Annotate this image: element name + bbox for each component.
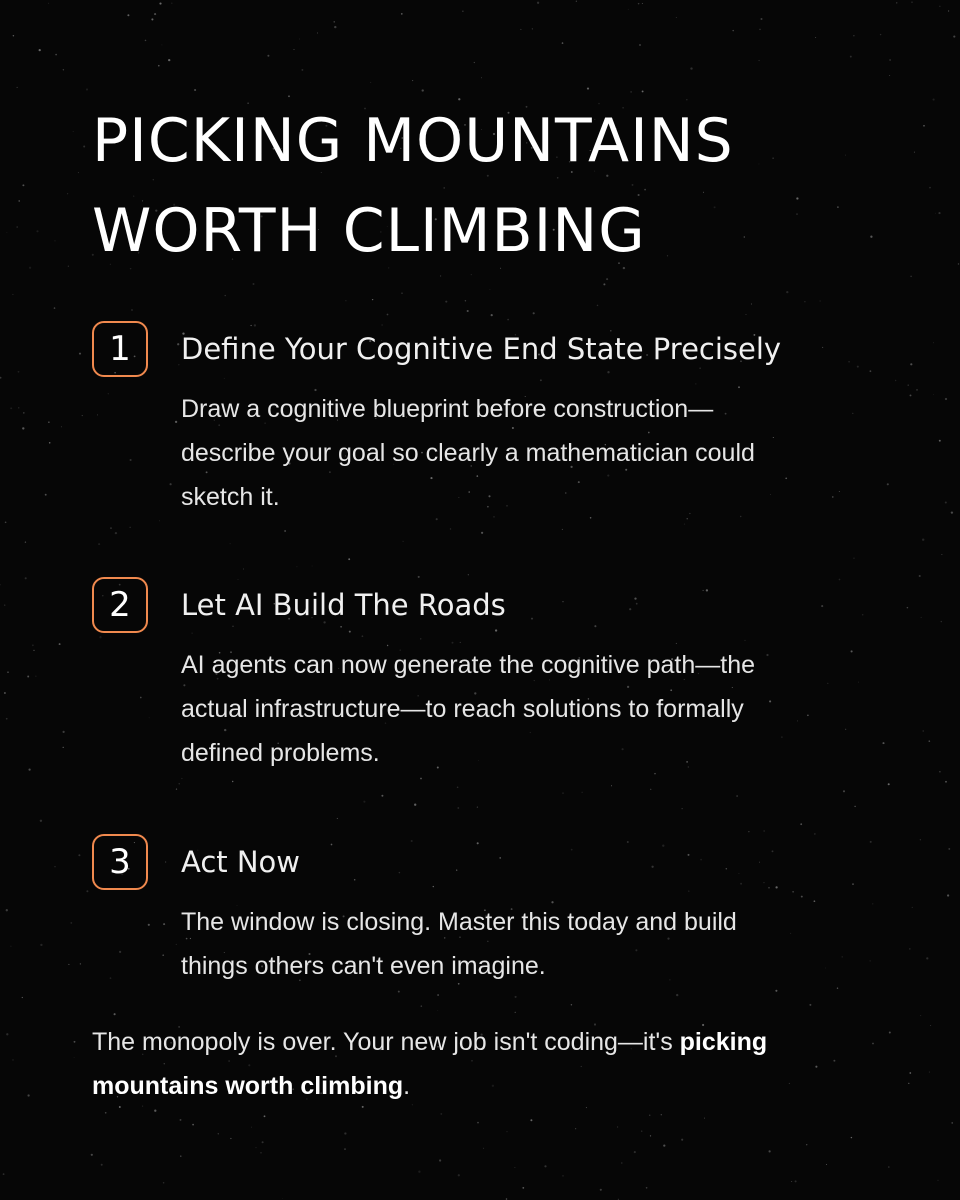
step-number-badge: 2: [92, 577, 148, 633]
step-description-line: Draw a cognitive blueprint before construction—: [181, 395, 714, 423]
step-description: [181, 900, 831, 988]
step-description-line: defined problems.: [181, 739, 380, 767]
step-title: Let AI Build The Roads: [181, 588, 506, 622]
closing-text: The monopoly is over. Your new job isn't coding—it's: [92, 1028, 680, 1056]
title-line-1: PICKING MOUNTAINS: [92, 106, 734, 176]
page-title: [92, 96, 912, 276]
title-line-2: WORTH CLIMBING: [92, 196, 646, 266]
closing-period: .: [403, 1072, 411, 1100]
step-title: Act Now: [181, 845, 301, 879]
step-number-badge: 1: [92, 321, 148, 377]
step-title: Define Your Cognitive End State Precisely: [181, 332, 782, 366]
step-description-line: sketch it.: [181, 483, 280, 511]
closing-emphasis: mountains worth climbing: [92, 1072, 404, 1100]
closing-statement: [92, 1020, 892, 1108]
step-description: [181, 643, 831, 775]
step-description-line: describe your goal so clearly a mathematician could: [181, 439, 755, 467]
step-description-line: actual infrastructure—to reach solutions to formally: [181, 695, 744, 723]
step-description-line: AI agents can now generate the cognitive path—the: [181, 651, 755, 679]
step-description-line: things others can't even imagine.: [181, 952, 546, 980]
step-description-line: The window is closing. Master this today and build: [181, 908, 737, 936]
step-number-badge: 3: [92, 834, 148, 890]
step-description: [181, 387, 831, 519]
closing-emphasis: picking: [679, 1028, 768, 1056]
